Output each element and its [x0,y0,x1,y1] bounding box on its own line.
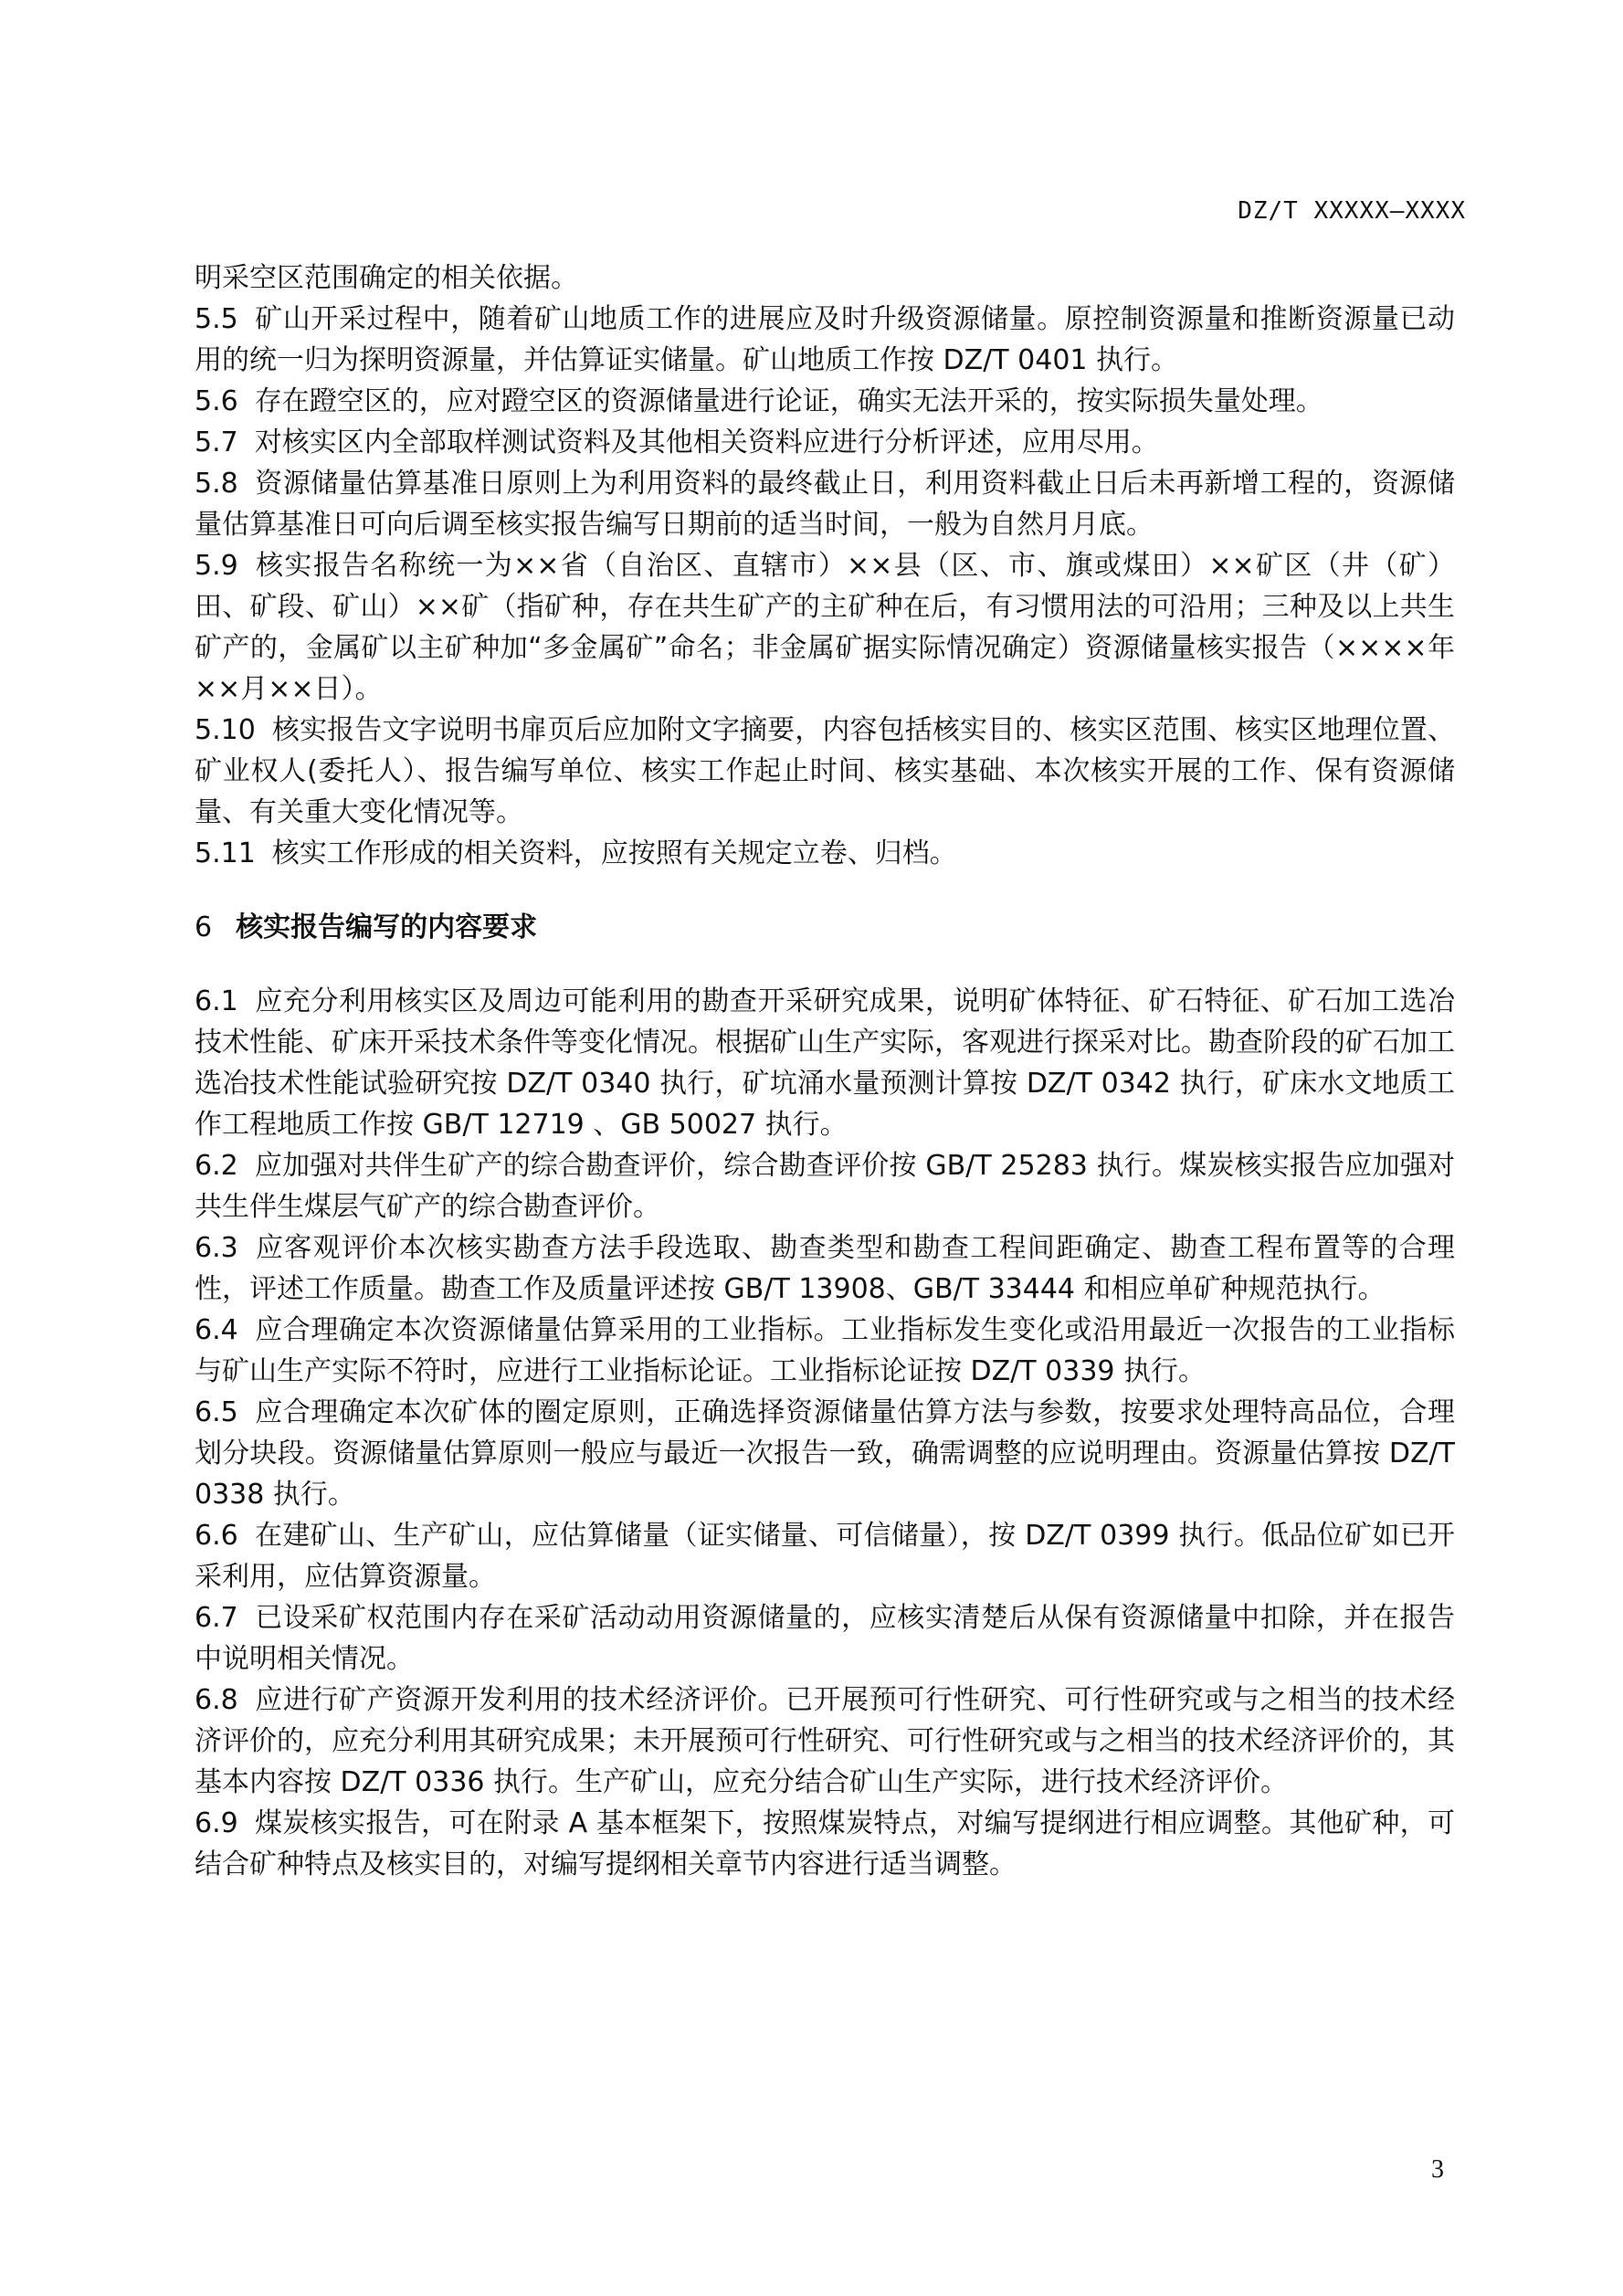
clause-number: 5.10 [195,714,256,746]
clause-text: 煤炭核实报告，可在附录 A 基本框架下，按照煤炭特点，对编写提纲进行相应调整。其他矿种，可结合矿种特点及核实目的，对编写提纲相关章节内容进行适当调整。 [195,1807,1455,1880]
section-title: 核实报告编写的内容要求 [236,911,538,943]
clause-5-5 [195,299,1455,381]
clause-text: 对核实区内全部取样测试资料及其他相关资料应进行分析评述，应用尽用。 [254,427,1159,458]
clause-5-6 [195,381,1455,422]
clause-5-7 [195,422,1455,463]
clause-number: 6.7 [195,1602,238,1634]
clause-5-8 [195,463,1455,545]
clause-number: 6.3 [195,1232,238,1264]
clause-text: 应进行矿产资源开发利用的技术经济评价。已开展预可行性研究、可行性研究或与之相当的技术经济评价的，应充分利用其研究成果；未开展预可行性研究、可行性研究或与之相当的技术经济评价的，其基本内容按 DZ/T 0336 执行。生产矿山，应充分结合矿山生产实际，进行技术经济评价。 [195,1684,1455,1798]
clause-6-6 [195,1515,1455,1597]
clause-6-1 [195,981,1455,1145]
clause-5-11 [195,833,1455,874]
clause-6-2 [195,1145,1455,1227]
section-6-clauses [195,981,1455,1885]
clause-text: 核实报告文字说明书扉页后应加附文字摘要，内容包括核实目的、核实区范围、核实区地理位置、矿业权人(委托人）、报告编写单位、核实工作起止时间、核实基础、本次核实开展的工作、保有资源储量、有关重大变化情况等。 [195,714,1455,828]
clause-6-8 [195,1680,1455,1803]
clause-number: 6.4 [195,1314,238,1346]
section-6-heading [195,907,1455,948]
clause-number: 6.5 [195,1396,238,1428]
clause-number: 5.11 [195,837,256,869]
clause-number: 6.8 [195,1684,238,1716]
document-body [195,258,1455,1885]
clause-6-7 [195,1597,1455,1680]
clause-number: 5.5 [195,303,238,335]
clause-number: 6.1 [195,985,238,1017]
clause-text: 矿山开采过程中，随着矿山地质工作的进展应及时升级资源储量。原控制资源量和推断资源量已动用的统一归为探明资源量，并估算证实储量。矿山地质工作按 DZ/T 0401 执行。 [195,303,1455,376]
clause-5-10 [195,710,1455,833]
continuation-line: 明采空区范围确定的相关依据。 [195,262,578,294]
clause-6-4 [195,1310,1455,1392]
section-number: 6 [195,911,213,943]
clause-text: 应合理确定本次矿体的圈定原则，正确选择资源储量估算方法与参数，按要求处理特高品位，合理划分块段。资源储量估算原则一般应与最近一次报告一致，确需调整的应说明理由。资源量估算按 DZ/T 0338 执行。 [195,1396,1455,1511]
clause-text: 核实工作形成的相关资料，应按照有关规定立卷、归档。 [271,837,957,869]
clause-number: 5.7 [195,427,238,458]
clause-number: 5.8 [195,468,238,500]
clause-text: 核实报告名称统一为××省（自治区、直辖市）××县（区、市、旗或煤田）××矿区（井（矿）田、矿段、矿山）××矿（指矿种，存在共生矿产的主矿种在后，有习惯用法的可沿用；三种及以上共生矿产的，金属矿以主矿种加“多金属矿”命名；非金属矿据实际情况确定）资源储量核实报告（××××年××月××日）。 [195,550,1455,705]
clause-text: 存在蹬空区的，应对蹬空区的资源储量进行论证，确实无法开采的，按实际损失量处理。 [254,385,1323,417]
clause-text: 应客观评价本次核实勘查方法手段选取、勘查类型和勘查工程间距确定、勘查工程布置等的合理性，评述工作质量。勘查工作及质量评述按 GB/T 13908、GB/T 33444 和相应单矿种规范执行。 [195,1232,1455,1305]
page-number: 3 [1431,2155,1444,2184]
clause-text: 应加强对共伴生矿产的综合勘查评价，综合勘查评价按 GB/T 25283 执行。煤炭核实报告应加强对共生伴生煤层气矿产的综合勘查评价。 [195,1150,1455,1223]
clause-6-9 [195,1803,1455,1885]
section-5-clauses [195,299,1455,874]
clause-number: 5.9 [195,550,238,582]
clause-number: 6.2 [195,1150,238,1182]
clause-number: 6.9 [195,1807,238,1839]
clause-text: 已设采矿权范围内存在采矿活动动用资源储量的，应核实清楚后从保有资源储量中扣除，并在报告中说明相关情况。 [195,1602,1455,1675]
clause-6-3 [195,1227,1455,1310]
clause-5-9 [195,545,1455,710]
clause-number: 5.6 [195,385,238,417]
document-code-header: DZ/T XXXXX—XXXX [1238,197,1466,225]
clause-text: 应充分利用核实区及周边可能利用的勘查开采研究成果，说明矿体特征、矿石特征、矿石加工选冶技术性能、矿床开采技术条件等变化情况。根据矿山生产实际，客观进行探采对比。勘查阶段的矿石加工选冶技术性能试验研究按 DZ/T 0340 执行，矿坑涌水量预测计算按 DZ/T 0342 执行，矿床水文地质工作工程地质工作按 GB/T 12719 、GB 50027 执行。 [195,985,1455,1141]
clause-text: 资源储量估算基准日原则上为利用资料的最终截止日，利用资料截止日后未再新增工程的，资源储量估算基准日可向后调至核实报告编写日期前的适当时间，一般为自然月月底。 [195,468,1455,541]
clause-text: 在建矿山、生产矿山，应估算储量（证实储量、可信储量），按 DZ/T 0399 执行。低品位矿如已开采利用，应估算资源量。 [195,1520,1455,1593]
clause-text: 应合理确定本次资源储量估算采用的工业指标。工业指标发生变化或沿用最近一次报告的工业指标与矿山生产实际不符时，应进行工业指标论证。工业指标论证按 DZ/T 0339 执行。 [195,1314,1455,1387]
clause-6-5 [195,1392,1455,1515]
clause-number: 6.6 [195,1520,238,1552]
